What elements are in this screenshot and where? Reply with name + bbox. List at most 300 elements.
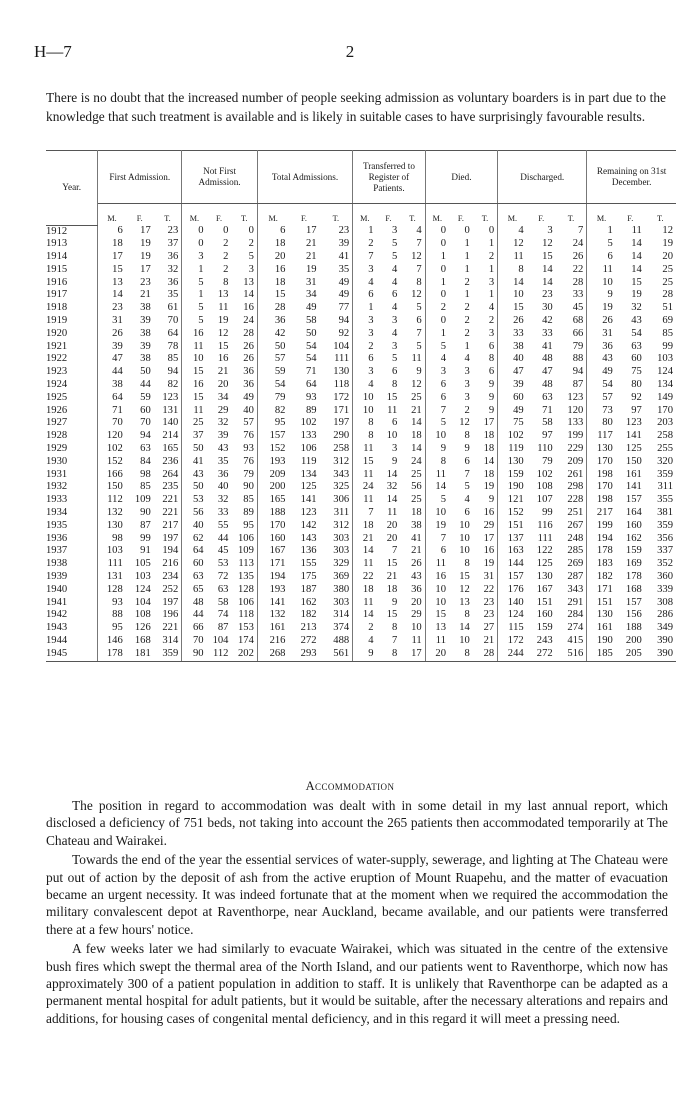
value-cell: 95 xyxy=(274,417,286,429)
value-cell: 13 xyxy=(435,622,446,634)
value-cell: 130 xyxy=(320,366,353,379)
value-cell: 14 xyxy=(231,289,257,302)
value-cell: 268 xyxy=(257,648,288,661)
value-cell: 15 xyxy=(542,251,553,263)
value-cell: 64 xyxy=(154,328,182,341)
value-cell: 6 xyxy=(440,545,446,557)
value-cell: 95 xyxy=(112,622,123,634)
value-cell: 124 xyxy=(657,366,673,378)
value-cell: 76 xyxy=(231,430,257,443)
value-cell: 4 xyxy=(464,353,470,365)
value-cell: 18 xyxy=(362,583,374,595)
value-cell: 5 xyxy=(198,276,204,288)
value-cell: 11 xyxy=(400,353,425,366)
value-cell: 356 xyxy=(657,532,673,544)
value-cell: 12 xyxy=(662,225,673,237)
value-cell: 17 xyxy=(305,225,317,237)
table-row xyxy=(46,225,676,238)
value-cell: 132 xyxy=(106,507,123,519)
value-cell: 21 xyxy=(305,251,317,263)
value-cell: 75 xyxy=(513,417,524,429)
value-cell: 19 xyxy=(140,251,151,263)
value-cell: 143 xyxy=(300,532,317,544)
value-cell: 41 xyxy=(193,455,204,467)
value-cell: 9 xyxy=(400,366,425,379)
sex-subheader: M. xyxy=(268,214,278,223)
value-cell: 29 xyxy=(217,404,229,416)
value-cell: 55 xyxy=(217,519,229,531)
value-cell: 106 xyxy=(300,443,317,455)
value-cell: 205 xyxy=(616,648,645,661)
value-cell: 19 xyxy=(140,238,151,250)
value-cell: 99 xyxy=(140,532,151,544)
value-cell: 5 xyxy=(198,302,204,314)
value-cell: 269 xyxy=(556,558,587,571)
value-cell: 170 xyxy=(657,404,673,416)
sex-subheader: M. xyxy=(596,214,607,223)
value-cell: 141 xyxy=(625,430,642,442)
value-cell: 12 xyxy=(400,379,425,392)
report-code: H—7 xyxy=(34,42,72,61)
value-cell: 190 xyxy=(507,481,524,493)
value-cell: 11 xyxy=(363,443,374,455)
value-cell: 15 xyxy=(274,289,286,301)
value-cell: 23 xyxy=(140,276,151,288)
value-cell: 190 xyxy=(596,635,613,646)
value-cell: 103 xyxy=(657,353,673,365)
value-cell: 1 xyxy=(440,276,446,288)
value-cell: 19 xyxy=(662,238,673,250)
value-cell: 4 xyxy=(392,263,398,275)
value-cell: 14 xyxy=(631,251,642,263)
value-cell: 118 xyxy=(320,379,353,392)
value-cell: 15 xyxy=(386,609,398,621)
sex-subheader: T. xyxy=(657,214,664,223)
value-cell: 7 xyxy=(392,635,398,646)
value-cell: 359 xyxy=(154,648,182,661)
value-cell: 128 xyxy=(106,583,123,595)
value-cell: 22 xyxy=(362,571,374,583)
value-cell: 6 xyxy=(440,379,446,391)
year-cell: 1934 xyxy=(46,507,98,520)
value-cell: 2 xyxy=(368,622,374,634)
value-cell: 125 xyxy=(300,481,317,493)
value-cell: 213 xyxy=(300,622,317,634)
value-cell: 23 xyxy=(320,225,353,238)
value-cell: 178 xyxy=(596,545,613,557)
table-row xyxy=(46,289,676,302)
value-cell: 1 xyxy=(440,327,446,339)
value-cell: 221 xyxy=(154,622,182,635)
value-cell: 15 xyxy=(362,455,374,467)
paragraph: A few weeks later we had similarly to evacuate Wairakei, which was situated in the centre of the extensive bush fires which swept the thermal area of the North Island, and our patients went to Raventhorpe, which now has approximately 300 of a patient population in addition to staff. It is unlikely that Raventhorpe can be adapted as a permanent mental hospital for adult patients, but it would be suitable, after the necessary alterations and repairs and additions, for housing cases of congenital mental deficiency, and in this regard it will meet a pressing need. xyxy=(46,941,668,1026)
value-cell: 9 xyxy=(607,289,613,301)
value-cell: 34 xyxy=(217,391,229,403)
value-cell: 111 xyxy=(537,532,553,544)
table-row xyxy=(46,366,676,379)
value-cell: 337 xyxy=(657,545,673,557)
table-row xyxy=(46,648,676,661)
value-cell: 134 xyxy=(300,468,317,480)
value-cell: 39 xyxy=(140,340,151,352)
value-cell: 11 xyxy=(400,635,425,648)
value-cell: 57 xyxy=(231,417,257,430)
value-cell: 6 xyxy=(392,366,398,378)
value-cell: 92 xyxy=(631,391,642,403)
value-cell: 39 xyxy=(112,340,123,352)
value-cell: 197 xyxy=(154,533,182,546)
year-cell: 1945 xyxy=(46,648,98,661)
value-cell: 272 xyxy=(527,648,556,661)
value-cell: 15 xyxy=(386,558,398,570)
value-cell: 97 xyxy=(542,430,553,442)
value-cell: 71 xyxy=(305,366,317,378)
value-cell: 17 xyxy=(140,263,151,275)
value-cell: 38 xyxy=(112,379,123,391)
value-cell: 104 xyxy=(134,596,151,608)
value-cell: 14 xyxy=(631,263,642,275)
value-cell: 188 xyxy=(625,622,642,634)
value-cell: 0 xyxy=(440,315,446,327)
value-cell: 63 xyxy=(631,340,642,352)
value-cell: 115 xyxy=(508,622,524,634)
value-cell: 132 xyxy=(269,609,286,621)
value-cell: 54 xyxy=(305,353,317,365)
value-cell: 360 xyxy=(657,571,673,583)
value-cell: 92 xyxy=(320,328,353,341)
value-cell: 10 xyxy=(400,622,425,635)
value-cell: 3 xyxy=(473,277,498,290)
value-cell: 209 xyxy=(269,468,286,480)
value-cell: 12 xyxy=(513,238,524,250)
value-cell: 5 xyxy=(392,238,398,250)
value-cell: 6 xyxy=(392,289,398,301)
value-cell: 15 xyxy=(513,302,524,314)
value-cell: 11 xyxy=(435,635,446,646)
value-cell: 248 xyxy=(556,533,587,546)
value-cell: 121 xyxy=(507,494,524,506)
value-cell: 79 xyxy=(542,455,553,467)
value-cell: 54 xyxy=(602,379,613,391)
table-row xyxy=(46,417,676,430)
value-cell: 3 xyxy=(392,443,398,455)
value-cell: 19 xyxy=(305,263,317,275)
value-cell: 36 xyxy=(231,379,257,392)
admissions-table xyxy=(46,150,676,662)
year-cell: 1916 xyxy=(46,277,98,290)
value-cell: 170 xyxy=(269,519,286,531)
value-cell: 31 xyxy=(473,571,498,584)
value-cell: 144 xyxy=(507,558,524,570)
value-cell: 38 xyxy=(400,520,425,533)
value-cell: 38 xyxy=(140,353,151,365)
value-cell: 162 xyxy=(300,596,317,608)
value-cell: 32 xyxy=(386,481,398,493)
year-cell: 1917 xyxy=(46,289,98,302)
value-cell: 152 xyxy=(507,507,524,519)
value-cell: 7 xyxy=(368,507,374,519)
value-cell: 11 xyxy=(363,558,374,570)
value-cell: 151 xyxy=(536,596,553,608)
value-cell: 6 xyxy=(473,341,498,354)
year-cell: 1925 xyxy=(46,392,98,405)
value-cell: 130 xyxy=(507,455,524,467)
value-cell: 264 xyxy=(154,469,182,482)
value-cell: 74 xyxy=(217,609,229,621)
value-cell: 88 xyxy=(556,353,587,366)
value-cell: 312 xyxy=(320,520,353,533)
value-cell: 10 xyxy=(435,596,446,608)
value-cell: 111 xyxy=(107,558,123,570)
value-cell: 60 xyxy=(140,404,151,416)
value-cell: 80 xyxy=(631,379,642,391)
value-cell: 87 xyxy=(556,379,587,392)
value-cell: 258 xyxy=(657,430,673,442)
value-cell: 235 xyxy=(154,481,182,494)
value-cell: 1 xyxy=(607,225,613,237)
value-cell: 221 xyxy=(154,507,182,520)
year-cell: 1936 xyxy=(46,533,98,546)
page-number: 2 xyxy=(345,42,355,61)
value-cell: 85 xyxy=(154,353,182,366)
value-cell: 13 xyxy=(459,596,470,608)
value-cell: 133 xyxy=(556,417,587,430)
value-cell: 11 xyxy=(435,558,446,570)
value-cell: 58 xyxy=(217,596,229,608)
value-cell: 32 xyxy=(217,417,229,429)
value-cell: 63 xyxy=(542,391,553,403)
value-cell: 8 xyxy=(518,263,524,275)
value-cell: 12 xyxy=(459,417,470,429)
value-cell: 58 xyxy=(542,417,553,429)
value-cell: 252 xyxy=(154,584,182,597)
value-cell: 203 xyxy=(657,417,673,429)
sex-subheader: T. xyxy=(154,204,182,226)
value-cell: 64 xyxy=(112,391,123,403)
value-cell: 37 xyxy=(154,238,182,251)
value-cell: 1 xyxy=(473,289,498,302)
value-cell: 4 xyxy=(368,635,374,646)
value-cell: 1 xyxy=(464,340,470,352)
value-cell: 89 xyxy=(305,404,317,416)
table-row xyxy=(46,405,676,418)
column-group-header: Died. xyxy=(425,151,498,204)
year-cell: 1941 xyxy=(46,597,98,610)
value-cell: 14 xyxy=(631,238,642,250)
value-cell: 1 xyxy=(473,264,498,277)
value-cell: 31 xyxy=(305,276,317,288)
value-cell: 303 xyxy=(320,545,353,558)
value-cell: 48 xyxy=(542,379,553,391)
value-cell: 40 xyxy=(217,481,229,493)
paragraph: Towards the end of the year the essential services of water-supply, sewerage, and lighting at The Chateau were put out of action by the deposit of ash from the active eruption of Mount Ruapehu, and the matter of evacuation became an urgent necessity. It was indeed fortunate that at the moment when we required the accommodation the military convalescent depot at Raventhorpe, near Auckland, became available, and our patients were transferred there at a few hours' notice. xyxy=(46,852,668,937)
value-cell: 16 xyxy=(193,379,204,391)
value-cell: 19 xyxy=(217,315,229,327)
value-cell: 390 xyxy=(645,648,676,661)
value-cell: 9 xyxy=(473,494,498,507)
value-cell: 171 xyxy=(596,583,613,595)
value-cell: 7 xyxy=(392,545,398,557)
value-cell: 6 xyxy=(400,315,425,328)
value-cell: 54 xyxy=(305,340,317,352)
value-cell: 312 xyxy=(320,456,353,469)
value-cell: 0 xyxy=(231,225,257,238)
value-cell: 293 xyxy=(288,648,319,661)
value-cell: 61 xyxy=(154,302,182,315)
sex-subheader: M. xyxy=(360,214,370,223)
value-cell: 12 xyxy=(459,583,470,595)
value-cell: 20 xyxy=(386,519,398,531)
value-cell: 50 xyxy=(140,366,151,378)
value-cell: 320 xyxy=(657,455,673,467)
value-cell: 106 xyxy=(231,597,257,610)
value-cell: 488 xyxy=(320,635,353,648)
value-cell: 194 xyxy=(154,545,182,558)
value-cell: 24 xyxy=(362,481,374,493)
table-row xyxy=(46,584,676,597)
table-row xyxy=(46,315,676,328)
table-row xyxy=(46,341,676,354)
value-cell: 49 xyxy=(231,392,257,405)
year-cell: 1920 xyxy=(46,328,98,341)
value-cell: 140 xyxy=(154,417,182,430)
value-cell: 26 xyxy=(556,251,587,264)
value-cell: 4 xyxy=(368,276,374,288)
value-cell: 2 xyxy=(368,340,374,352)
value-cell: 172 xyxy=(507,635,524,646)
table-row xyxy=(46,238,676,251)
intro-paragraph: There is no doubt that the increased number of people seeking admission as voluntary boarders is in part due to the knowledge that such treatment is available and is likely in suitable cases to have surprisingly favourable results. xyxy=(46,90,666,124)
value-cell: 73 xyxy=(602,404,613,416)
value-cell: 63 xyxy=(193,571,204,583)
value-cell: 63 xyxy=(140,443,151,455)
value-cell: 197 xyxy=(320,417,353,430)
value-cell: 25 xyxy=(400,392,425,405)
value-cell: 50 xyxy=(193,481,204,493)
value-cell: 5 xyxy=(400,302,425,315)
table-row xyxy=(46,597,676,610)
value-cell: 21 xyxy=(362,532,374,544)
value-cell: 32 xyxy=(631,302,642,314)
value-cell: 1 xyxy=(198,263,204,275)
table-row xyxy=(46,481,676,494)
value-cell: 2 xyxy=(464,302,470,314)
value-cell: 141 xyxy=(300,494,317,506)
value-cell: 8 xyxy=(464,609,470,621)
value-cell: 20 xyxy=(217,379,229,391)
value-cell: 150 xyxy=(625,455,642,467)
value-cell: 163 xyxy=(507,545,524,557)
value-cell: 0 xyxy=(440,238,446,250)
value-cell: 9 xyxy=(440,443,446,455)
value-cell: 43 xyxy=(631,315,642,327)
year-cell: 1931 xyxy=(46,469,98,482)
value-cell: 157 xyxy=(625,596,642,608)
value-cell: 42 xyxy=(542,315,553,327)
value-cell: 51 xyxy=(662,302,673,314)
sex-subheader: T. xyxy=(473,204,498,226)
value-cell: 20 xyxy=(400,597,425,610)
value-cell: 7 xyxy=(400,264,425,277)
sex-subheader: T. xyxy=(400,204,425,226)
value-cell: 109 xyxy=(134,494,151,506)
value-cell: 4 xyxy=(368,379,374,391)
value-cell: 325 xyxy=(320,481,353,494)
value-cell: 3 xyxy=(198,251,204,263)
value-cell: 90 xyxy=(140,507,151,519)
value-cell: 162 xyxy=(625,532,642,544)
value-cell: 15 xyxy=(112,263,123,275)
value-cell: 17 xyxy=(473,417,498,430)
year-cell: 1914 xyxy=(46,251,98,264)
value-cell: 18 xyxy=(362,519,374,531)
value-cell: 79 xyxy=(231,469,257,482)
value-cell: 116 xyxy=(537,519,553,531)
value-cell: 20 xyxy=(274,251,286,263)
value-cell: 48 xyxy=(193,596,204,608)
value-cell: 286 xyxy=(657,609,673,621)
value-cell: 31 xyxy=(602,327,613,339)
value-cell: 343 xyxy=(556,584,587,597)
value-cell: 133 xyxy=(300,430,317,442)
value-cell: 25 xyxy=(400,494,425,507)
value-cell: 98 xyxy=(112,532,123,544)
value-cell: 44 xyxy=(112,366,123,378)
value-cell: 3 xyxy=(392,315,398,327)
value-cell: 516 xyxy=(556,648,587,661)
value-cell: 17 xyxy=(112,251,123,263)
value-cell: 33 xyxy=(542,327,553,339)
value-cell: 2 xyxy=(223,251,229,263)
value-cell: 98 xyxy=(140,468,151,480)
value-cell: 20 xyxy=(425,648,449,661)
value-cell: 169 xyxy=(625,558,642,570)
value-cell: 6 xyxy=(473,366,498,379)
value-cell: 48 xyxy=(542,353,553,365)
value-cell: 157 xyxy=(269,430,286,442)
value-cell: 198 xyxy=(596,468,613,480)
admissions-table-wrapper xyxy=(46,150,676,662)
value-cell: 105 xyxy=(134,558,151,570)
value-cell: 187 xyxy=(300,583,317,595)
value-cell: 8 xyxy=(368,417,374,429)
sex-subheader: M. xyxy=(507,214,518,223)
value-cell: 87 xyxy=(217,622,229,634)
value-cell: 141 xyxy=(269,596,286,608)
sex-subheader: F. xyxy=(627,214,634,223)
value-cell: 85 xyxy=(662,327,673,339)
value-cell: 75 xyxy=(631,366,642,378)
value-cell: 26 xyxy=(112,327,123,339)
value-cell: 1 xyxy=(368,302,374,314)
value-cell: 9 xyxy=(473,392,498,405)
value-cell: 11 xyxy=(631,225,642,237)
value-cell: 21 xyxy=(400,405,425,418)
value-cell: 311 xyxy=(320,507,353,520)
value-cell: 40 xyxy=(193,519,204,531)
value-cell: 21 xyxy=(217,366,229,378)
value-cell: 200 xyxy=(269,481,286,493)
value-cell: 6 xyxy=(607,251,613,263)
value-cell: 343 xyxy=(320,469,353,482)
value-cell: 33 xyxy=(217,507,229,519)
value-cell: 64 xyxy=(305,379,317,391)
value-cell: 4 xyxy=(392,302,398,314)
value-cell: 339 xyxy=(657,583,673,595)
year-cell: 1915 xyxy=(46,264,98,277)
value-cell: 39 xyxy=(320,238,353,251)
value-cell: 200 xyxy=(625,635,642,646)
